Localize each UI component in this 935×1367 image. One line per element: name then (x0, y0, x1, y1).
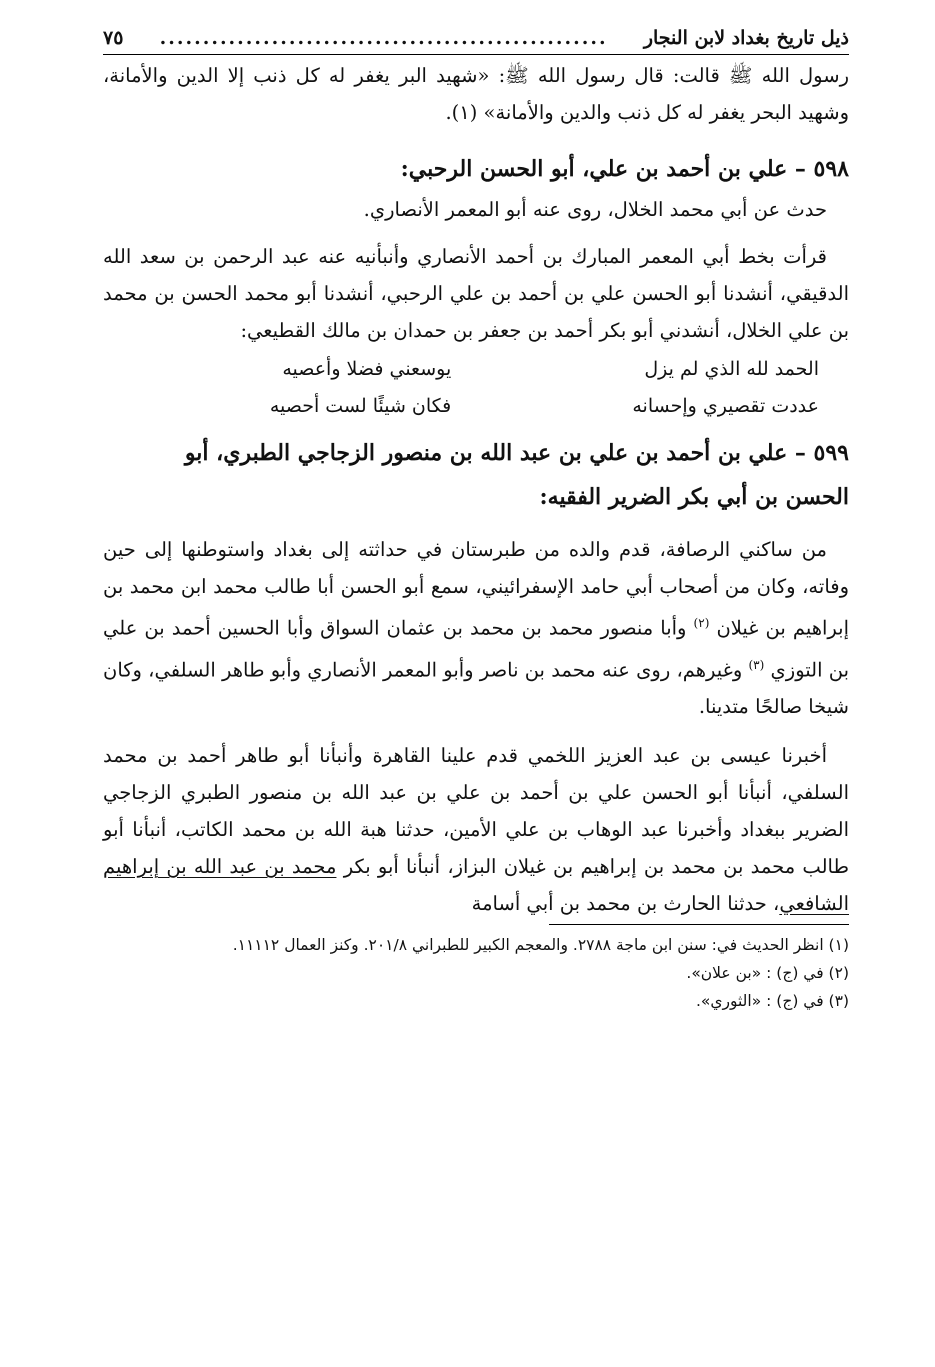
footnote-3: (٣) في (ج) : «الثوري». (695, 992, 849, 1010)
entry-598-narration: قرأت بخط أبي المعمر المبارك بن أحمد الأنصاري وأنبأنيه عنه عبد الرحمن بن سعد الله الدقيقي، أنشدنا أبو الحسن علي بن أحمد بن علي الرحبي، أنشدنا أبو محمد الحسن بن محمد بن علي الخلال، أنشدني أبو بكر أحمد بن جعفر بن حمدان بن مالك القطيعي: (103, 245, 849, 342)
page-number: ٧٥ (103, 27, 124, 49)
poem-verse (103, 351, 849, 388)
narration-text: أخبرنا عيسى بن عبد العزيز اللخمي قدم علينا القاهرة وأنبأنا أبو طاهر أحمد بن محمد السلفي، أنبأنا أبو الحسن علي بن أحمد بن علي بن عبد الله بن منصور الطبري الزجاجي الضرير ببغداد وأخبرنا عبد الوهاب بن علي الأمين، حدثنا هبة الله بن محمد الكاتب، أنبأنا أبو طالب محمد بن محمد بن إبراهيم بن غيلان البزاز، أنبأنا أبو بكر (103, 744, 849, 878)
poem (103, 351, 849, 425)
poem-hemistich: الحمد لله الذي لم يزل (644, 358, 819, 380)
entry-599-narration (103, 737, 849, 922)
entry-599-bio (103, 531, 849, 725)
entry-598-title: ٥٩٨ – علي بن أحمد بن علي، أبو الحسن الرحبي: (400, 156, 849, 182)
entry-599-title (103, 431, 849, 519)
bio-text: وغيرهم، روى عنه محمد بن ناصر وأبو المعمر الأنصاري وأبو طاهر السلفي، وكان شيخا صالحًا متدينا. (103, 658, 849, 718)
footnote-ref: (٣) (748, 657, 765, 672)
footnote-1: (١) انظر الحديث في: سنن ابن ماجة ٢٧٨٨. والمعجم الكبير للطبراني ٢٠١/٨. وكنز العمال ١١١١٢. (232, 936, 849, 954)
leader-dots: .................................................... (159, 27, 608, 49)
footnotes (103, 931, 849, 1015)
poem-hemistich: فكان شيئًا لست أحصيه (269, 395, 452, 417)
entry-598-bio: حدث عن أبي محمد الخلال، روى عنه أبو المعمر الأنصاري. (363, 198, 827, 221)
poem-hemistich: يوسعني فضلا وأعصيه (282, 358, 452, 380)
poem-verse (103, 388, 849, 425)
book-title: ذيل تاريخ بغداد لابن النجار (643, 27, 849, 49)
running-header (103, 22, 849, 55)
footnote-ref: (٢) (693, 616, 710, 630)
bio-text: وأبا منصور محمد بن محمد بن عثمان السواق وأبا الحسين أحمد بن علي بن التوزي (103, 616, 850, 681)
bio-text: من ساكني الرصافة، قدم والده من طبرستان في حداثته إلى بغداد واستوطنها إلى حين وفاته، وكان من أصحاب أبي حامد الإسفرائيني، سمع أبو الحسن أبا طالب محمد ابن محمد بن إبراهيم بن غيلان (103, 538, 850, 640)
poem-hemistich: عددت تقصيري وإحسانه (632, 395, 819, 417)
footnote-2: (٢) في (ج) : «بن علان». (686, 964, 849, 982)
narration-text: ، حدثنا الحارث بن محمد بن أبي أسامة (471, 892, 780, 915)
underlined-name: محمد بن عبد الله بن إبراهيم الشافعي (103, 855, 849, 915)
continuation-paragraph: رسول الله ﷺ قالت: قال رسول الله ﷺ: «شهيد البر يغفر له كل ذنب إلا الدين والأمانة، وشهيد البحر يغفر له كل ذنب والدين والأمانة» (١). (103, 64, 849, 124)
footnote-divider (549, 924, 849, 925)
entry-599-title-line: الحسن بن أبي بكر الضرير الفقيه: (539, 484, 849, 510)
entry-599-title-line: ٥٩٩ – علي بن أحمد بن علي بن عبد الله بن منصور الزجاجي الطبري، أبو (184, 440, 849, 466)
